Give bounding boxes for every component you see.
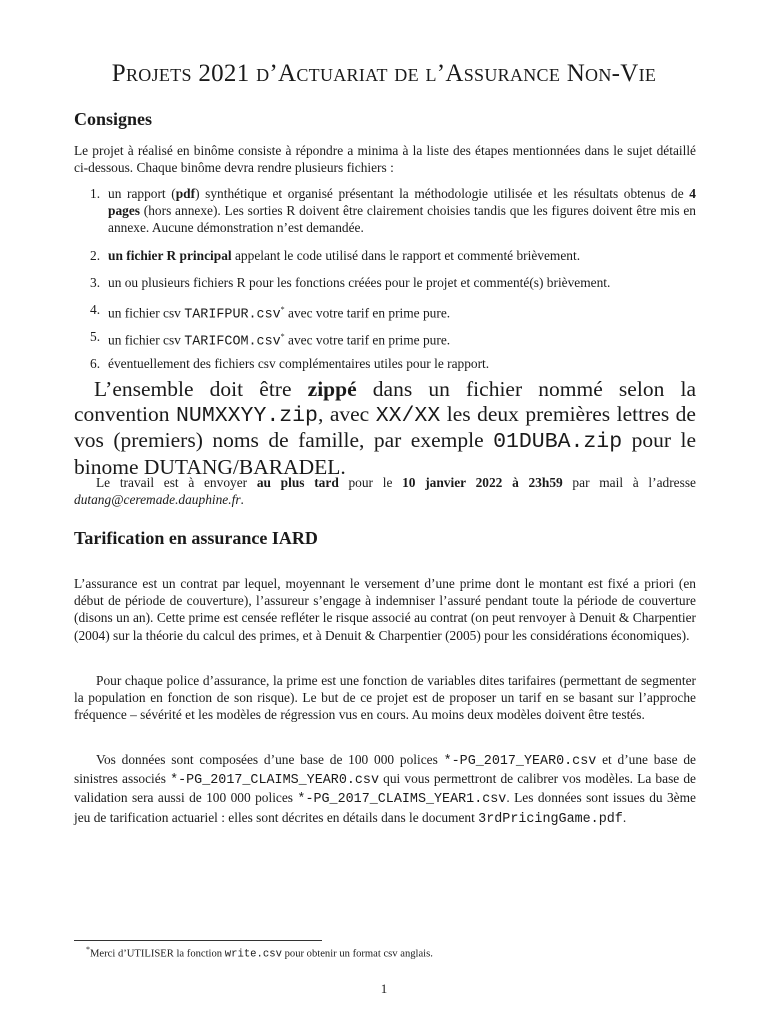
document-page: Projets 2021 d’Actuariat de l’Assurance Non-Vie Consignes Le projet à réalisé en binôme consiste à répondre a minima à la liste des étapes mentionnées dans le sujet détaillé ci-dessous. Chaque binôme devra rendre plusieurs fichiers : 1. un rapport (pdf) synthétique et organisé présentant la méthodologie utilisée et les résultats obtenus de 4 pages (hors annexe). Les sorties R doivent être clairement choisies tandis que les figures doivent être mis en annexe. Aucune démonstration n’est demandée. 2. un fichier R principal appelant le code utilisé dans le rapport et commenté brièvement. 3. un ou plusieurs fichiers R pour les fonctions créées pour le projet et commenté(s) brièvement. 4. un fichier csv TARIFPUR.csv* avec votre tarif en prime pure. 5. un fichier csv TARIFCOM.csv* avec votre tarif en prime pure. 6. éventuellement des fichiers csv complémentaires utiles pour le rapport. L’ensemble doit être zippé dans un fichier nommé selon la convention NUMXXYY.zip, avec XX/XX les deux premières lettres de vos (premiers) noms de famille, par exemple 01DUBA.zip pour le binome DUTANG/BARADEL. Le travail est à envoyer au plus tard pour le 10 janvier 2022 à 23h59 par mail à l’adresse dutang@ceremade.dauphine.fr. Tarification en assurance IARD L’assurance est un contrat par lequel, moyennant le versement d’une prime dont le montant est fixé a priori (en début de période de couverture), l’assureur s’engage à indemniser l’assuré pendant toute la période de couverture (disons un an). Cette prime est censée refléter le risque associé au contrat (on peut renvoyer à Denuit & Charpentier (2004) sur la théorie du calcul des primes, et à Denuit & Charpentier (2005) pour les considérations économiques). Pour chaque police d’assurance, la prime est une fonction de variables dites tarifaires (permettant de segmenter la population en fonction de son risque). Le but de ce projet est de proposer un tarif en se basant sur l’approche fréquence – sévérité et les modèles de régression vus en cours. Au moins deux modèles doivent être testés. Vos données sont composées d’une base de 100 000 polices *-PG_2017_YEAR0.csv et d’une base de sinistres associés *-PG_2017_CLAIMS_YEAR0.csv qui vous permettront de calibrer vos modèles. La base de validation sera aussi de 100 000 polices *-PG_2017_CLAIMS_YEAR1.csv. Les données sont issues du 3ème jeu de tarification actuariel : elles sont décrites en détails dans le document 3rdPricingGame.pdf. *Merci d’UTILISER la fonction write.csv pour obtenir un format csv anglais. 1 xyxy=(0,0,768,1024)
footnote-rule xyxy=(74,940,322,941)
zip-instructions: L’ensemble doit être zippé dans un fichier nommé selon la convention NUMXXYY.zip, avec XX/XX les deux premières lettres de vos (premiers) noms de famille, par exemple 01DUBA.zip pour le binome DUTANG/BARADEL. xyxy=(74,377,696,479)
tarification-paragraph-3: Vos données sont composées d’une base de 100 000 polices *-PG_2017_YEAR0.csv et d’une base de sinistres associés *-PG_2017_CLAIMS_YEAR0.csv qui vous permettront de calibrer vos modèles. La base de validation sera aussi de 100 000 polices *-PG_2017_CLAIMS_YEAR1.csv. Les données sont issues du 3ème jeu de tarification actuariel : elles sont décrites en détails dans le document 3rdPricingGame.pdf. xyxy=(74,752,697,827)
section-heading-consignes: Consignes xyxy=(74,109,153,129)
tarification-paragraph-1: L’assurance est un contrat par lequel, moyennant le versement d’une prime dont le montant est fixé a priori (en début de période de couverture), l’assureur s’engage à indemniser l’assuré pendant toute la période de couverture (disons un an). Cette prime est censée refléter le risque associé au contrat (on peut renvoyer à Denuit & Charpentier (2004) sur la théorie du calcul des primes, et à Denuit & Charpentier (2005) pour les considérations économiques). xyxy=(74,576,696,643)
page-number: 1 xyxy=(380,981,388,996)
consignes-intro: Le projet à réalisé en binôme consiste à répondre a minima à la liste des étapes mentionnées dans le sujet détaillé ci-dessous. Chaque binôme devra rendre plusieurs fichiers : xyxy=(74,143,696,176)
footnote: *Merci d’UTILISER la fonction write.csv pour obtenir un format csv anglais. xyxy=(86,945,433,961)
tarification-paragraph-2: Pour chaque police d’assurance, la prime est une fonction de variables dites tarifaires (permettant de segmenter la population en fonction de son risque). Le but de ce projet est de proposer un tarif en se basant sur l’approche fréquence – sévérité et les modèles de régression vus en cours. Au moins deux modèles doivent être testés. xyxy=(74,673,696,723)
document-title: Projets 2021 d’Actuariat de l’Assurance Non-Vie xyxy=(111,60,657,87)
submission-instructions: Le travail est à envoyer au plus tard pour le 10 janvier 2022 à 23h59 par mail à l’adresse dutang@ceremade.dauphine.fr. xyxy=(74,475,696,508)
email-address: dutang@ceremade.dauphine.fr xyxy=(74,492,241,508)
section-heading-tarification: Tarification en assurance IARD xyxy=(74,528,318,548)
